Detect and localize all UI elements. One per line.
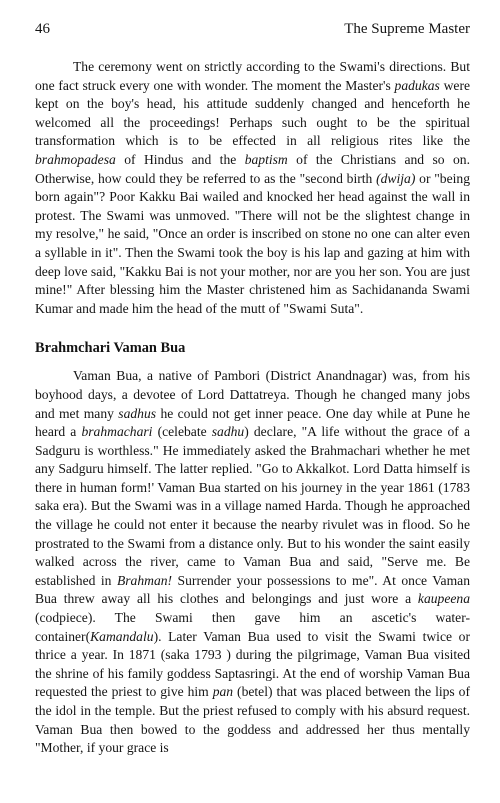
term-pan: pan	[212, 684, 234, 700]
term-sadhu: sadhu	[211, 424, 245, 440]
term-padukas: padukas	[394, 77, 440, 93]
section-heading: Brahmchari Vaman Bua	[35, 340, 186, 357]
term-sadhus: sadhus	[118, 405, 157, 421]
term-kaupeena: kaupeena	[417, 591, 470, 607]
running-head	[35, 20, 470, 38]
page-number: 46	[35, 21, 50, 37]
term-brahmopadesa: brahmopadesa	[35, 151, 116, 167]
term-kamandalu: Kamandalu	[90, 628, 154, 644]
term-brahman: Brahman!	[116, 572, 173, 588]
term-dwija: (dwija)	[376, 170, 416, 186]
body-paragraph-ceremony: The ceremony went on strictly according to the Swami's directions. But one fact struck every one with wonder. The moment the Master's padukas were kept on the boy's head, his attitude suddenly changed and henceforth he welcomed all the proceedings! Perhaps such ought to be the spiritual transformation which is to be effected in all religious rites like the brahmopadesa of Hindus and the baptism of the Christians and so on. Otherwise, how could they be referred to as the "second birth (dwija) or "being born again"? Poor Kakku Bai wailed and knocked her head against the wall in protest. The Swami was unmoved. "There will not be the slightest change in my resolve," he said, "Once an order is inscribed on stone no one can alter even a syllable in it". Then the Swami took the boy is his lap and gazing at him with deep love said, "Kakku Bai is not your mother, nor are you her son. You are just mine!" After blessing him the Master christened him as Sachidananda Swami Kumar and made him the head of the mutt of "Swami Suta".	[35, 59, 470, 316]
body-paragraph-vaman-bua: Vaman Bua, a native of Pambori (District Anandnagar) was, from his boyhood days, a devotee of Lord Dattatreya. Though he changed many jobs and met many sadhus he could not get inner peace. One day while at Pune he heard a brahmachari (celebate sadhu) declare, "A life without the grace of a Sadguru is worthless." He immediately asked the Brahmachari whether he met any Sadguru himself. The latter replied. "Go to Akkalkot. Lord Datta himself is there in human form!' Vaman Bua started on his journey in the year 1861 (1783 saka era). But the Swami was in a village named Harda. Though he approached the village he could not enter it because the nearby rivulet was in flood. So he prostrated to the Swami from a distance only. But to his wonder the saint easily walked across the river, came to Vaman Bua and said, "Serve me. Be established in Brahman! Surrender your possessions to me". At once Vaman Bua threw away all his clothes and belongings and just wore a kaupeena (codpiece). The Swami then gave him an ascetic's water-container(Kamandalu). Later Vaman Bua used to visit the Swami twice or thrice a year. In 1871 (saka 1793 ) during the pilgrimage, Vaman Bua visited the shrine of his family goddess Saptasringi. At the end of worship Vaman Bua requested the priest to give him pan (betel) that was placed between the lips of the idol in the temple. But the priest refused to comply with his absurd request. Vaman Bua then bowed to the goddess and addressed her thus mentally "Mother, if your grace is	[35, 368, 470, 756]
term-brahmachari: brahmachari	[81, 424, 153, 440]
term-baptism: baptism	[244, 151, 288, 167]
running-title: The Supreme Master	[344, 21, 470, 37]
